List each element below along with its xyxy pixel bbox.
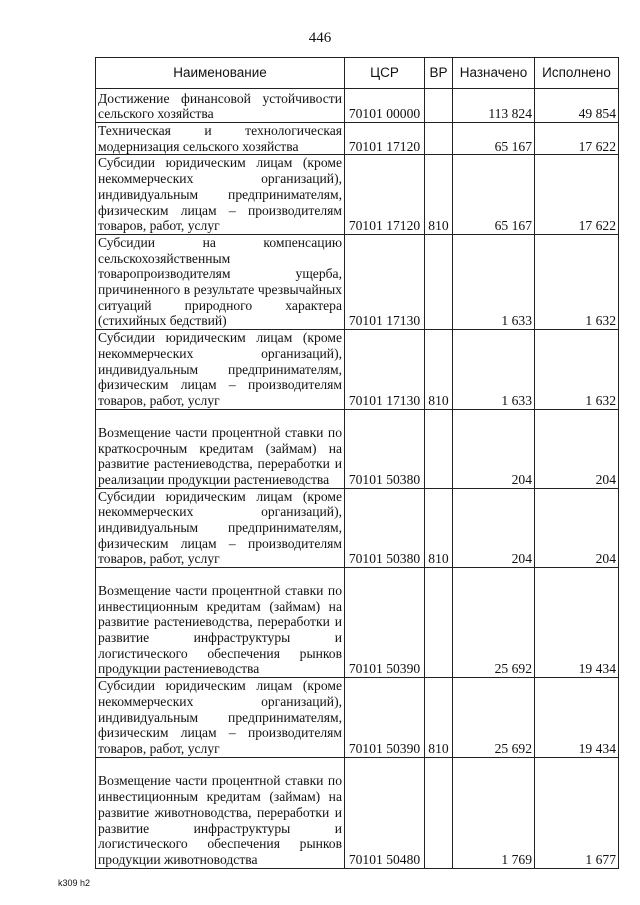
table-header-row <box>96 58 619 89</box>
row-executed: 1 632 <box>535 234 619 329</box>
row-vr <box>425 757 453 868</box>
row-assigned: 25 692 <box>453 568 535 678</box>
row-vr <box>425 409 453 488</box>
column-header-csr: ЦСР <box>345 58 425 89</box>
row-assigned: 113 824 <box>453 89 535 123</box>
table-row <box>96 89 619 123</box>
row-executed: 17 622 <box>535 155 619 235</box>
table-row <box>96 155 619 235</box>
table-row <box>96 488 619 568</box>
row-name: Достижение финансовой устойчивости сельского хозяйства <box>96 89 345 123</box>
row-csr: 70101 50390 <box>345 568 425 678</box>
table-row <box>96 409 619 488</box>
row-csr: 70101 50390 <box>345 678 425 758</box>
page-number: 446 <box>308 30 332 46</box>
row-csr: 70101 50380 <box>345 488 425 568</box>
row-vr <box>425 89 453 123</box>
row-csr: 70101 17130 <box>345 330 425 410</box>
row-executed: 1 632 <box>535 330 619 410</box>
row-csr: 70101 00000 <box>345 89 425 123</box>
row-vr <box>425 568 453 678</box>
row-vr: 810 <box>425 155 453 235</box>
row-executed: 17 622 <box>535 123 619 155</box>
row-assigned: 1 633 <box>453 234 535 329</box>
column-header-executed: Исполнено <box>535 58 619 89</box>
row-name: Субсидии на компенсацию сельскохозяйственным товаропроизводителям ущерба, причиненного в результате чрезвычайных ситуаций природного характера (стихийных бедствий) <box>96 234 345 329</box>
row-vr: 810 <box>425 678 453 758</box>
row-assigned: 204 <box>453 488 535 568</box>
row-assigned: 1 633 <box>453 330 535 410</box>
table-row <box>96 568 619 678</box>
row-name: Возмещение части процентной ставки по инвестиционным кредитам (займам) на развитие растениеводства, переработки и развитие инфраструктуры и логистического обеспечения рынков продукции растениеводства <box>96 568 345 678</box>
row-csr: 70101 50480 <box>345 757 425 868</box>
column-header-vr: ВР <box>425 58 453 89</box>
table-row <box>96 330 619 410</box>
row-csr: 70101 17120 <box>345 155 425 235</box>
row-vr <box>425 234 453 329</box>
row-name: Субсидии юридическим лицам (кроме некоммерческих организаций), индивидуальным предпринимателям, физическим лицам – производителям товаров, работ, услуг <box>96 678 345 758</box>
row-assigned: 65 167 <box>453 155 535 235</box>
row-csr: 70101 17120 <box>345 123 425 155</box>
table-row <box>96 123 619 155</box>
row-assigned: 204 <box>453 409 535 488</box>
row-executed: 204 <box>535 409 619 488</box>
row-name: Субсидии юридическим лицам (кроме некоммерческих организаций), индивидуальным предпринимателям, физическим лицам – производителям товаров, работ, услуг <box>96 155 345 235</box>
table-row <box>96 678 619 758</box>
column-header-assigned: Назначено <box>453 58 535 89</box>
row-csr: 70101 17130 <box>345 234 425 329</box>
row-name: Субсидии юридическим лицам (кроме некоммерческих организаций), индивидуальным предпринимателям, физическим лицам – производителям товаров, работ, услуг <box>96 330 345 410</box>
table-row <box>96 757 619 868</box>
row-assigned: 65 167 <box>453 123 535 155</box>
row-executed: 204 <box>535 488 619 568</box>
footer-code: k309 h2 <box>58 878 91 888</box>
row-vr <box>425 123 453 155</box>
row-assigned: 25 692 <box>453 678 535 758</box>
row-name: Возмещение части процентной ставки по краткосрочным кредитам (займам) на развитие растениеводства, переработки и реализации продукции растениеводства <box>96 409 345 488</box>
row-name: Техническая и технологическая модернизация сельского хозяйства <box>96 123 345 155</box>
row-executed: 19 434 <box>535 568 619 678</box>
row-name: Субсидии юридическим лицам (кроме некоммерческих организаций), индивидуальным предпринимателям, физическим лицам – производителям товаров, работ, услуг <box>96 488 345 568</box>
row-name: Возмещение части процентной ставки по инвестиционным кредитам (займам) на развитие животноводства, переработки и развитие инфраструктуры и логистического обеспечения рынков продукции животноводства <box>96 757 345 868</box>
row-vr: 810 <box>425 330 453 410</box>
row-csr: 70101 50380 <box>345 409 425 488</box>
row-executed: 49 854 <box>535 89 619 123</box>
table-row <box>96 234 619 329</box>
row-executed: 19 434 <box>535 678 619 758</box>
row-vr: 810 <box>425 488 453 568</box>
row-assigned: 1 769 <box>453 757 535 868</box>
row-executed: 1 677 <box>535 757 619 868</box>
budget-table <box>95 57 619 869</box>
column-header-name: Наименование <box>96 58 345 89</box>
